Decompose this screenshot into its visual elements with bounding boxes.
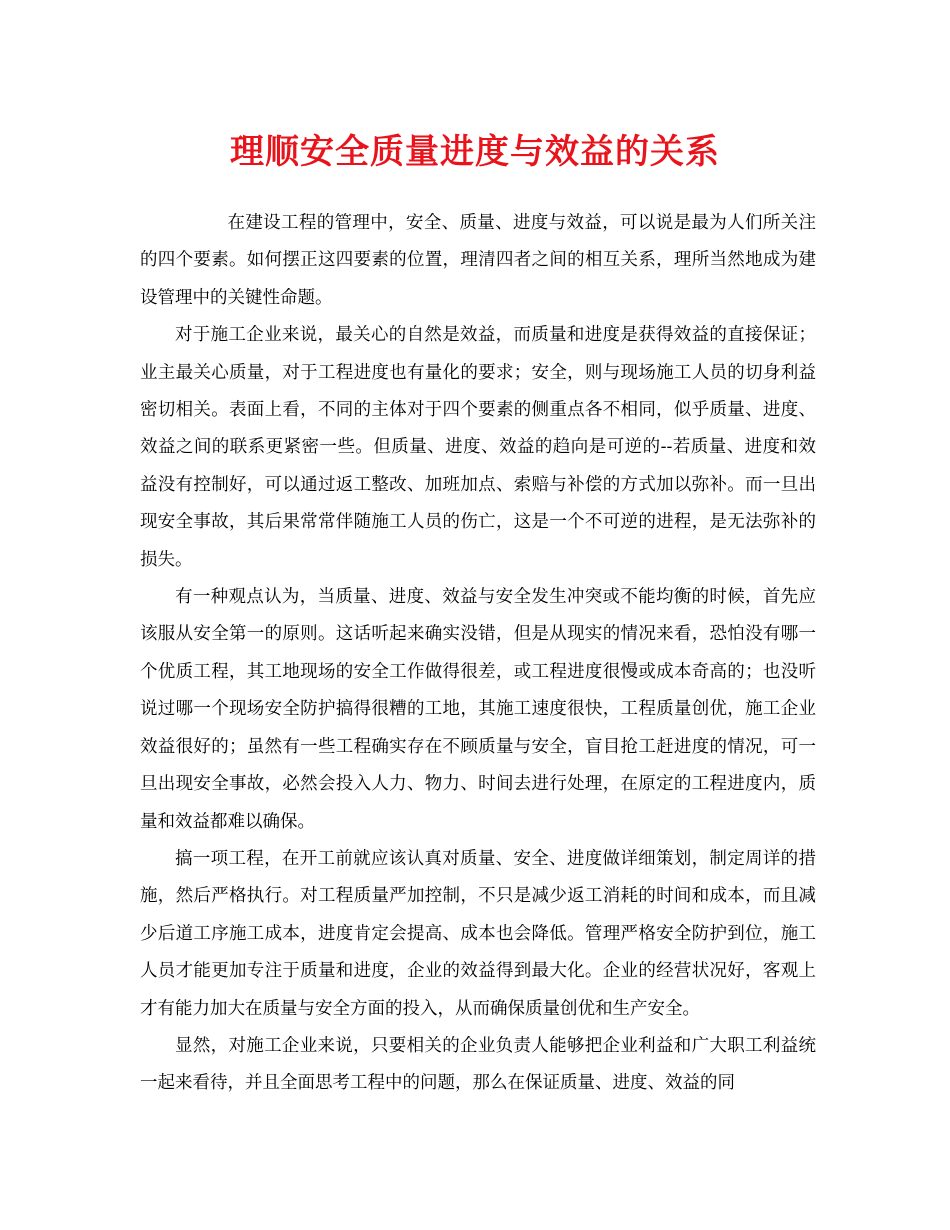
paragraph-2: 对于施工企业来说，最关心的自然是效益，而质量和进度是获得效益的直接保证；业主最关心质量，对于工程进度也有量化的要求；安全，则与现场施工人员的切身利益密切相关。表面上看，不同的主体对于四个要素的侧重点各不相同，似乎质量、进度、效益之间的联系更紧密一些。但质量、进度、效益的趋向是可逆的--若质量、进度和效益没有控制好，可以通过返工整改、加班加点、索赔与补偿的方式加以弥补。而一旦出现安全事故，其后果常常伴随施工人员的伤亡，这是一个不可逆的进程，是无法弥补的损失。: [140, 325, 816, 570]
document-body: [140, 205, 816, 1103]
paragraph-1: 在建设工程的管理中，安全、质量、进度与效益，可以说是最为人们所关注的四个要素。如何摆正这四要素的位置，理清四者之间的相互关系，理所当然地成为建设管理中的关键性命题。: [140, 213, 816, 308]
document-title: 理顺安全质量进度与效益的关系: [230, 132, 720, 172]
paragraph-3: 有一种观点认为，当质量、进度、效益与安全发生冲突或不能均衡的时候，首先应该服从安全第一的原则。这话听起来确实没错，但是从现实的情况来看，恐怕没有哪一个优质工程，其工地现场的安全工作做得很差，或工程进度很慢或成本奇高的；也没听说过哪一个现场安全防护搞得很糟的工地，其施工速度很快，工程质量创优，施工企业效益很好的；虽然有一些工程确实存在不顾质量与安全，盲目抢工赶进度的情况，可一旦出现安全事故，必然会投入人力、物力、时间去进行处理，在原定的工程进度内，质量和效益都难以确保。: [140, 587, 816, 832]
paragraph-5: 显然，对施工企业来说，只要相关的企业负责人能够把企业利益和广大职工利益统一起来看待，并且全面思考工程中的问题，那么在保证质量、进度、效益的同: [140, 1035, 816, 1094]
paragraph-4: 搞一项工程，在开工前就应该认真对质量、安全、进度做详细策划，制定周详的措施，然后严格执行。对工程质量严加控制，不只是减少返工消耗的时间和成本，而且减少后道工序施工成本，进度肯定会提高、成本也会降低。管理严格安全防护到位，施工人员才能更加专注于质量和进度，企业的效益得到最大化。企业的经营状况好，客观上才有能力加大在质量与安全方面的投入，从而确保质量创优和生产安全。: [140, 848, 816, 1019]
